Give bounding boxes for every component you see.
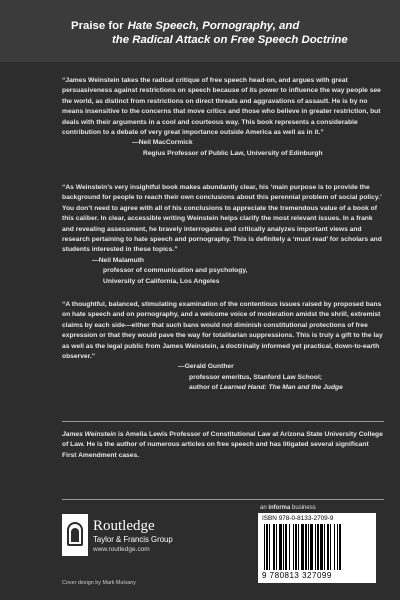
quote-author: —Neil Malamuth <box>92 256 145 264</box>
quote-affiliation: Regius Professor of Public Law, University of Edinburgh <box>143 149 323 157</box>
affiliation-prefix: author of <box>189 384 220 392</box>
book-title-line2: the Radical Attack on Free Speech Doctrine <box>112 34 348 46</box>
barcode-bar <box>330 524 331 570</box>
barcode-bar <box>285 524 287 570</box>
barcode-bar <box>276 524 277 570</box>
quote-1 <box>62 76 384 159</box>
quote-text: “A thoughtful, balanced, stimulating examination of the contentious issues raised by proposed bans on hate speech and on pornography, and a welcome voice of moderation amidst the shrill, extremist claims by each side—either that such bans would not diminish constitutional protections of free expression or that they would pave the way for totalitarian suppressions. This is truly a gift to the lay as well as the legal public from James Weinstein, a doctrinally informed yet practical, down-to-earth observer.” <box>62 301 383 361</box>
quote-attribution <box>132 138 384 159</box>
divider <box>62 499 384 500</box>
quote-attribution <box>178 362 384 393</box>
barcode-bar <box>324 524 325 570</box>
barcode-bar <box>289 524 290 570</box>
barcode-bar <box>279 524 282 570</box>
barcode-bar <box>337 524 338 570</box>
cover-credit: Cover design by Mark Mulvany <box>62 580 137 586</box>
publisher-url: www.routledge.com <box>93 546 150 553</box>
isbn-label: ISBN 978-0-8133-2709-9 <box>262 515 334 522</box>
barcode-bar <box>310 524 313 570</box>
publisher-name: Routledge <box>93 518 155 534</box>
barcode-bar <box>293 524 294 570</box>
barcode-bar <box>317 524 319 570</box>
affiliation-book-title: Learned Hand: The Man and the Judge <box>219 384 343 392</box>
routledge-logo-icon <box>62 514 88 556</box>
quote-affiliation: University of California, Los Angeles <box>103 277 220 285</box>
barcode-bar <box>269 524 270 570</box>
quote-affiliation: professor of communication and psychology, <box>103 267 248 275</box>
praise-lead: Praise for <box>71 20 124 32</box>
quote-affiliation <box>189 383 384 393</box>
barcode-bar <box>320 524 323 570</box>
barcode-bar <box>273 524 275 570</box>
publisher-block <box>93 518 173 554</box>
quote-2 <box>62 183 384 287</box>
informa-brand: informa <box>268 505 291 511</box>
divider <box>62 421 384 422</box>
barcode-number: 9 780813 327099 <box>262 571 332 580</box>
barcode-bar <box>301 524 304 570</box>
bio-author-name: James Weinstein <box>62 431 117 438</box>
publisher-group: Taylor & Francis Group <box>93 535 173 544</box>
quote-3 <box>62 300 384 394</box>
barcode-bar <box>315 524 316 570</box>
quote-author: —Gerald Gunther <box>178 363 234 371</box>
informa-suffix: business <box>290 505 316 511</box>
barcode-bar <box>283 524 284 570</box>
barcode-bar <box>305 524 307 570</box>
quote-attribution <box>92 256 384 287</box>
praise-heading <box>71 19 391 47</box>
barcode-bar <box>295 524 297 570</box>
barcode-bar <box>339 524 341 570</box>
book-title-line1: Hate Speech, Pornography, and <box>127 20 300 32</box>
barcode-bar <box>334 524 335 570</box>
barcode-bar <box>264 524 265 570</box>
bio-text: is Amelia Lewis Professor of Constitutional Law at Arizona State University College of Law. He is the author of numerous articles on free speech and has litigated several significant First Amendment cases. <box>62 431 383 459</box>
barcode-bar <box>308 524 309 570</box>
barcode-bar <box>266 524 268 570</box>
informa-prefix: an <box>260 505 269 511</box>
quote-text: “James Weinstein takes the radical critique of free speech head-on, and argues with great persuasiveness against restrictions on speech because of its power to influence the way people see the world, as distinct from restrictions on direct threats and aggravations of assault. He is by no means insensitive to the concerns that move critics and those who believe in greater restriction, but deals with their arguments in a cool and courteous way. This book represents a considerable contribution to a debate of very great importance outside America as well as in it.” <box>62 77 381 137</box>
barcode-bar <box>327 524 329 570</box>
quote-affiliation: professor emeritus, Stanford Law School; <box>189 373 323 381</box>
barcode-bars <box>262 524 372 570</box>
informa-business <box>260 505 316 511</box>
barcode <box>258 513 376 583</box>
quote-author: —Neil MacCormick <box>132 139 193 147</box>
quote-text: “As Weinstein’s very insightful book makes abundantly clear, his ‘main purpose is to provide the background for people to reach their own conclusions about this perennial problem of social policy.’ You don’t need to agree with all of his conclusions to appreciate the tremendous value of a book of this caliber. In clear, accessible writing Weinstein helps clarify the most relevant issues. In a frank and revealing assessment, he bravely interrogates and critically analyzes important views and research pertaining to hate speech and pornography. This is definitely a ‘must read’ for scholars and students interested in these topics.” <box>62 184 382 254</box>
barcode-bar <box>298 524 299 570</box>
author-bio <box>62 430 384 461</box>
